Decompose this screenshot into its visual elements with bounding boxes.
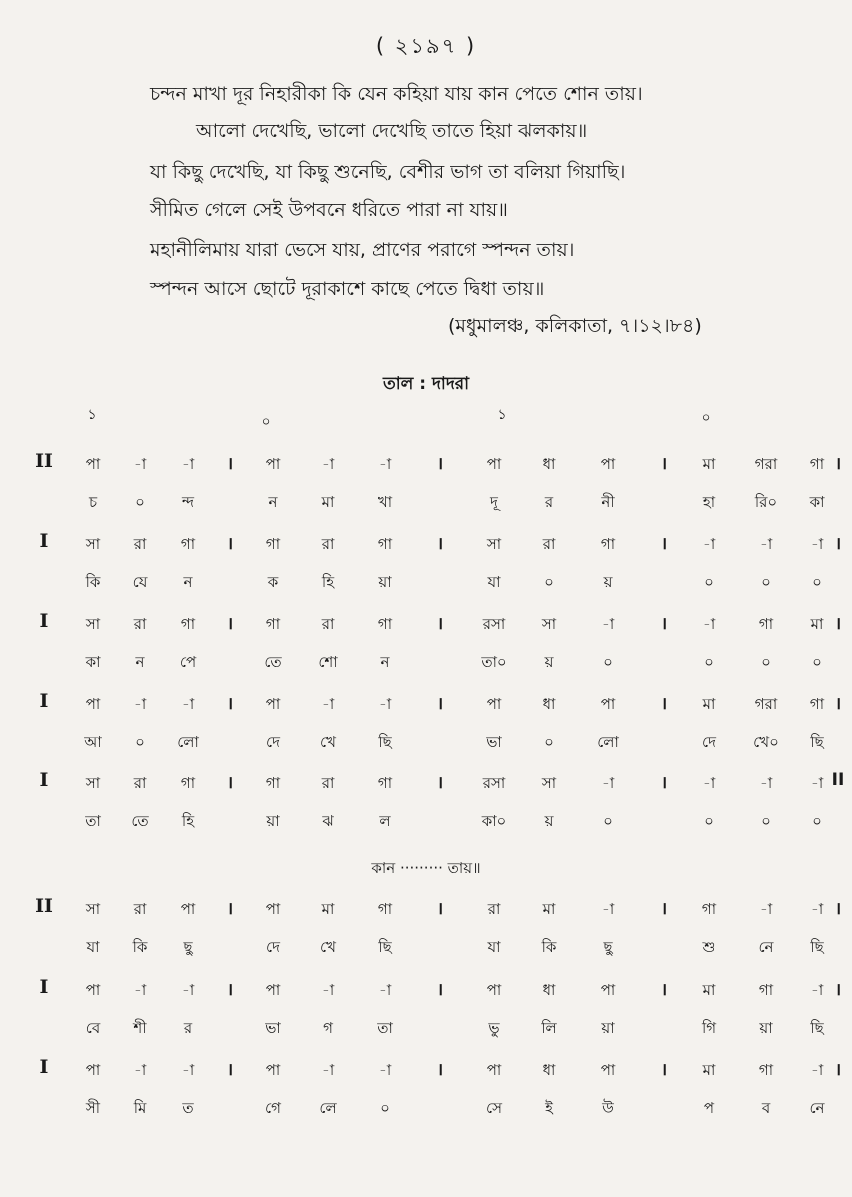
note-cell: পা [265, 981, 281, 999]
note-cell: গরা [754, 695, 778, 713]
syllable-cell: ০ [761, 573, 771, 591]
note-cell: -া [181, 981, 195, 999]
note-cell: -া [759, 774, 773, 792]
note-cell: মা [810, 615, 824, 633]
note-cell: রা [321, 615, 335, 633]
syllable-cell: য়া [759, 1019, 773, 1037]
bar-line: । [226, 534, 234, 554]
note-cell: পা [85, 695, 101, 713]
note-cell: রা [487, 900, 501, 918]
tala-mark-4: ০ [701, 410, 711, 426]
note-cell: গা [180, 615, 196, 633]
syllable-cell: ভা [486, 733, 502, 751]
bar-line: । [436, 454, 444, 474]
note-cell: মা [321, 900, 335, 918]
syllable-cell: সী [85, 1099, 101, 1117]
note-cell: পা [265, 695, 281, 713]
note-cell: -া [601, 900, 615, 918]
syllable-cell: কা [809, 493, 825, 511]
syllable-cell: নী [601, 493, 615, 511]
note-cell: রা [133, 900, 147, 918]
note-cell: -া [702, 535, 716, 553]
note-cell: গা [809, 695, 825, 713]
row-start-mark: I [39, 769, 49, 791]
note-cell: সা [541, 774, 557, 792]
syllable-cell: যা [487, 938, 501, 956]
note-cell: -া [702, 774, 716, 792]
note-cell: -া [810, 535, 824, 553]
syllable-cell: ন [183, 573, 193, 591]
syllable-cell: বে [85, 1019, 101, 1037]
note-cell: গা [600, 535, 616, 553]
note-cell: পা [85, 1061, 101, 1079]
refrain-line: কান ········· তায়॥ [371, 859, 481, 877]
note-cell: ধা [542, 695, 556, 713]
source-citation: (মধুমালঞ্চ, কলিকাতা, ৭।১২।৮৪) [448, 315, 702, 337]
syllable-cell: কি [85, 573, 101, 591]
note-cell: পা [600, 1061, 616, 1079]
syllable-cell: গ [323, 1019, 333, 1037]
note-cell: -া [378, 695, 392, 713]
note-cell: গা [265, 615, 281, 633]
note-cell: পা [85, 455, 101, 473]
syllable-cell: কি [541, 938, 557, 956]
note-cell: গা [809, 455, 825, 473]
note-cell: -া [601, 774, 615, 792]
syllable-cell: শো [318, 653, 338, 671]
note-cell: পা [600, 981, 616, 999]
bar-line: । [436, 534, 444, 554]
page-number: ( ২১৯৭ ) [375, 34, 477, 58]
syllable-cell: লি [541, 1019, 557, 1037]
note-cell: সা [85, 774, 101, 792]
note-cell: সা [85, 535, 101, 553]
syllable-cell: হি [181, 812, 195, 830]
note-cell: -া [321, 981, 335, 999]
syllable-cell: ০ [704, 812, 714, 830]
note-cell: গা [758, 981, 774, 999]
bar-line: । [226, 899, 234, 919]
syllable-cell: ছি [810, 1019, 824, 1037]
bar-line: । [660, 773, 668, 793]
note-cell: রা [542, 535, 556, 553]
syllable-cell: ছি [810, 733, 824, 751]
syllable-cell: য় [544, 812, 554, 830]
tala-mark-2: ০ [261, 414, 271, 430]
syllable-cell: ঝ [322, 812, 334, 830]
syllable-cell: মি [133, 1099, 147, 1117]
syllable-cell: তে [131, 812, 149, 830]
note-cell: -া [181, 695, 195, 713]
note-cell: পা [486, 455, 502, 473]
syllable-cell: গি [701, 1019, 717, 1037]
note-cell: রা [133, 535, 147, 553]
row-start-mark: I [39, 1056, 49, 1078]
bar-line: । [226, 614, 234, 634]
note-cell: পা [265, 1061, 281, 1079]
note-cell: মা [702, 1061, 716, 1079]
note-cell: গা [265, 774, 281, 792]
note-cell: গা [265, 535, 281, 553]
note-cell: পা [486, 981, 502, 999]
syllable-cell: গে [265, 1099, 281, 1117]
note-cell: গা [758, 615, 774, 633]
syllable-cell: তা০ [481, 653, 507, 671]
syllable-cell: য়া [378, 573, 392, 591]
note-cell: পা [486, 695, 502, 713]
note-cell: -া [321, 1061, 335, 1079]
bar-line: । [436, 614, 444, 634]
note-cell: মা [702, 981, 716, 999]
syllable-cell: খে০ [753, 733, 779, 751]
syllable-cell: য়া [601, 1019, 615, 1037]
syllable-cell: ০ [812, 653, 822, 671]
syllable-cell: ক [267, 573, 279, 591]
syllable-cell: পে [179, 653, 197, 671]
syllable-cell: শু [702, 938, 716, 956]
bar-line: । [660, 980, 668, 1000]
syllable-cell: দে [266, 938, 280, 956]
bar-line: । [226, 454, 234, 474]
note-cell: রা [133, 774, 147, 792]
note-cell: -া [181, 1061, 195, 1079]
syllable-cell: ছি [378, 938, 392, 956]
note-cell: রা [321, 774, 335, 792]
bar-line: । [660, 1060, 668, 1080]
syllable-cell: যা [86, 938, 100, 956]
syllable-cell: ০ [544, 733, 554, 751]
syllable-cell: ছি [378, 733, 392, 751]
syllable-cell: প [703, 1099, 715, 1117]
bar-line: । [660, 454, 668, 474]
syllable-cell: ছি [810, 938, 824, 956]
syllable-cell: যা [487, 573, 501, 591]
syllable-cell: য়া [266, 812, 280, 830]
note-cell: গা [701, 900, 717, 918]
note-cell: -া [759, 900, 773, 918]
note-cell: পা [600, 455, 616, 473]
note-cell: -া [133, 1061, 147, 1079]
note-cell: -া [378, 455, 392, 473]
syllable-cell: দে [702, 733, 716, 751]
syllable-cell: চ [88, 493, 98, 511]
syllable-cell: ০ [380, 1099, 390, 1117]
note-cell: গা [180, 774, 196, 792]
bar-line: । [660, 694, 668, 714]
note-cell: গা [377, 615, 393, 633]
syllable-cell: তা [85, 812, 101, 830]
bar-line: । [436, 773, 444, 793]
note-cell: -া [133, 455, 147, 473]
note-cell: গা [377, 900, 393, 918]
row-start-mark: I [39, 530, 49, 552]
note-cell: গা [758, 1061, 774, 1079]
row-start-mark: II [35, 895, 53, 917]
bar-line: । [226, 694, 234, 714]
note-cell: -া [810, 1061, 824, 1079]
bar-line: । [436, 694, 444, 714]
syllable-cell: র [183, 1019, 193, 1037]
syllable-cell: ত [182, 1099, 194, 1117]
syllable-cell: নে [809, 1099, 825, 1117]
syllable-cell: খা [377, 493, 393, 511]
syllable-cell: ন [380, 653, 390, 671]
lyric-line-1: চন্দন মাখা দূর নিহারীকা কি যেন কহিয়া যায় কান পেতে শোন তায়। [150, 83, 643, 105]
note-cell: -া [321, 695, 335, 713]
note-cell: রা [133, 615, 147, 633]
syllable-cell: ন [135, 653, 145, 671]
row-end-bar: । [834, 534, 842, 554]
syllable-cell: উ [602, 1099, 614, 1117]
note-cell: গা [377, 774, 393, 792]
bar-line: । [436, 1060, 444, 1080]
bar-line: । [226, 1060, 234, 1080]
tala-mark-1: ১ [87, 407, 97, 423]
syllable-cell: যে [132, 573, 148, 591]
note-cell: সা [486, 535, 502, 553]
syllable-cell: ল [379, 812, 391, 830]
syllable-cell: হি [321, 573, 335, 591]
note-cell: -া [702, 615, 716, 633]
note-cell: পা [180, 900, 196, 918]
syllable-cell: ০ [812, 573, 822, 591]
syllable-cell: ন্দ [181, 493, 195, 511]
lyric-line-3: যা কিছু দেখেছি, যা কিছু শুনেছি, বেশীর ভাগ তা বলিয়া গিয়াছি। [150, 161, 626, 183]
syllable-cell: শী [133, 1019, 147, 1037]
note-cell: পা [600, 695, 616, 713]
note-cell: ধা [542, 1061, 556, 1079]
note-cell: পা [85, 981, 101, 999]
note-cell: -া [810, 900, 824, 918]
bar-line: । [436, 980, 444, 1000]
row-end-bar: । [834, 694, 842, 714]
tala-mark-3: ১ [497, 407, 507, 423]
note-cell: -া [601, 615, 615, 633]
syllable-cell: আ [84, 733, 102, 751]
syllable-cell: লো [177, 733, 199, 751]
bar-line: । [660, 534, 668, 554]
bar-line: । [660, 899, 668, 919]
row-start-mark: I [39, 976, 49, 998]
syllable-cell: ০ [761, 812, 771, 830]
syllable-cell: লো [597, 733, 619, 751]
syllable-cell: র [544, 493, 554, 511]
note-cell: সা [85, 615, 101, 633]
note-cell: গরা [754, 455, 778, 473]
note-cell: -া [810, 981, 824, 999]
lyric-line-2: আলো দেখেছি, ভালো দেখেছি তাতে হিয়া ঝলকায়॥ [196, 120, 588, 142]
note-cell: মা [702, 455, 716, 473]
note-cell: মা [702, 695, 716, 713]
syllable-cell: ব [761, 1099, 771, 1117]
syllable-cell: ০ [603, 812, 613, 830]
note-cell: রা [321, 535, 335, 553]
syllable-cell: লে [319, 1099, 337, 1117]
row-end-bar: II [831, 770, 845, 790]
note-cell: -া [378, 981, 392, 999]
note-cell: -া [321, 455, 335, 473]
syllable-cell: ছু [183, 938, 193, 956]
lyric-line-4: সীমিত গেলে সেই উপবনে ধরিতে পারা না যায়॥ [150, 199, 508, 221]
syllable-cell: কা০ [481, 812, 507, 830]
note-cell: -া [181, 455, 195, 473]
syllable-cell: খে [320, 733, 336, 751]
syllable-cell: ০ [135, 733, 145, 751]
syllable-cell: ছু [603, 938, 613, 956]
note-cell: -া [810, 774, 824, 792]
lyric-line-5: মহানীলিমায় যারা ভেসে যায়, প্রাণের পরাগে স্পন্দন তায়। [150, 239, 575, 261]
syllable-cell: ০ [135, 493, 145, 511]
bar-line: । [226, 773, 234, 793]
note-cell: পা [265, 900, 281, 918]
note-cell: পা [486, 1061, 502, 1079]
tala-title: তাল : দাদরা [382, 374, 470, 394]
syllable-cell: ন [268, 493, 278, 511]
note-cell: -া [133, 981, 147, 999]
row-end-bar: । [834, 454, 842, 474]
syllable-cell: কা [85, 653, 101, 671]
syllable-cell: কি [132, 938, 148, 956]
syllable-cell: তা [377, 1019, 393, 1037]
row-end-bar: । [834, 1060, 842, 1080]
note-cell: রসা [482, 615, 506, 633]
note-cell: পা [265, 455, 281, 473]
note-cell: -া [133, 695, 147, 713]
syllable-cell: তে [264, 653, 282, 671]
syllable-cell: নে [758, 938, 774, 956]
syllable-cell: ০ [704, 653, 714, 671]
row-end-bar: । [834, 899, 842, 919]
syllable-cell: ০ [761, 653, 771, 671]
syllable-cell: দে [266, 733, 280, 751]
syllable-cell: ই [545, 1099, 553, 1117]
note-cell: সা [541, 615, 557, 633]
note-cell: গা [180, 535, 196, 553]
syllable-cell: য় [603, 573, 613, 591]
syllable-cell: খে [320, 938, 336, 956]
note-cell: -া [759, 535, 773, 553]
syllable-cell: সে [486, 1099, 502, 1117]
syllable-cell: রি০ [754, 493, 778, 511]
row-end-bar: । [834, 614, 842, 634]
syllable-cell: ০ [544, 573, 554, 591]
syllable-cell: ভু [488, 1019, 500, 1037]
syllable-cell: দূ [490, 493, 498, 511]
note-cell: -া [378, 1061, 392, 1079]
bar-line: । [226, 980, 234, 1000]
row-start-mark: I [39, 610, 49, 632]
syllable-cell: মা [321, 493, 335, 511]
syllable-cell: ০ [603, 653, 613, 671]
note-cell: মা [542, 900, 556, 918]
note-cell: গা [377, 535, 393, 553]
lyric-line-6: স্পন্দন আসে ছোটে দূরাকাশে কাছে পেতে দ্বিধা তায়॥ [150, 278, 545, 300]
bar-line: । [660, 614, 668, 634]
row-start-mark: II [35, 450, 53, 472]
note-cell: সা [85, 900, 101, 918]
note-cell: রসা [482, 774, 506, 792]
syllable-cell: হা [702, 493, 716, 511]
syllable-cell: ভা [265, 1019, 281, 1037]
syllable-cell: ০ [704, 573, 714, 591]
note-cell: ধা [542, 981, 556, 999]
syllable-cell: ০ [812, 812, 822, 830]
note-cell: ধা [542, 455, 556, 473]
row-start-mark: I [39, 690, 49, 712]
syllable-cell: য় [544, 653, 554, 671]
bar-line: । [436, 899, 444, 919]
row-end-bar: । [834, 980, 842, 1000]
